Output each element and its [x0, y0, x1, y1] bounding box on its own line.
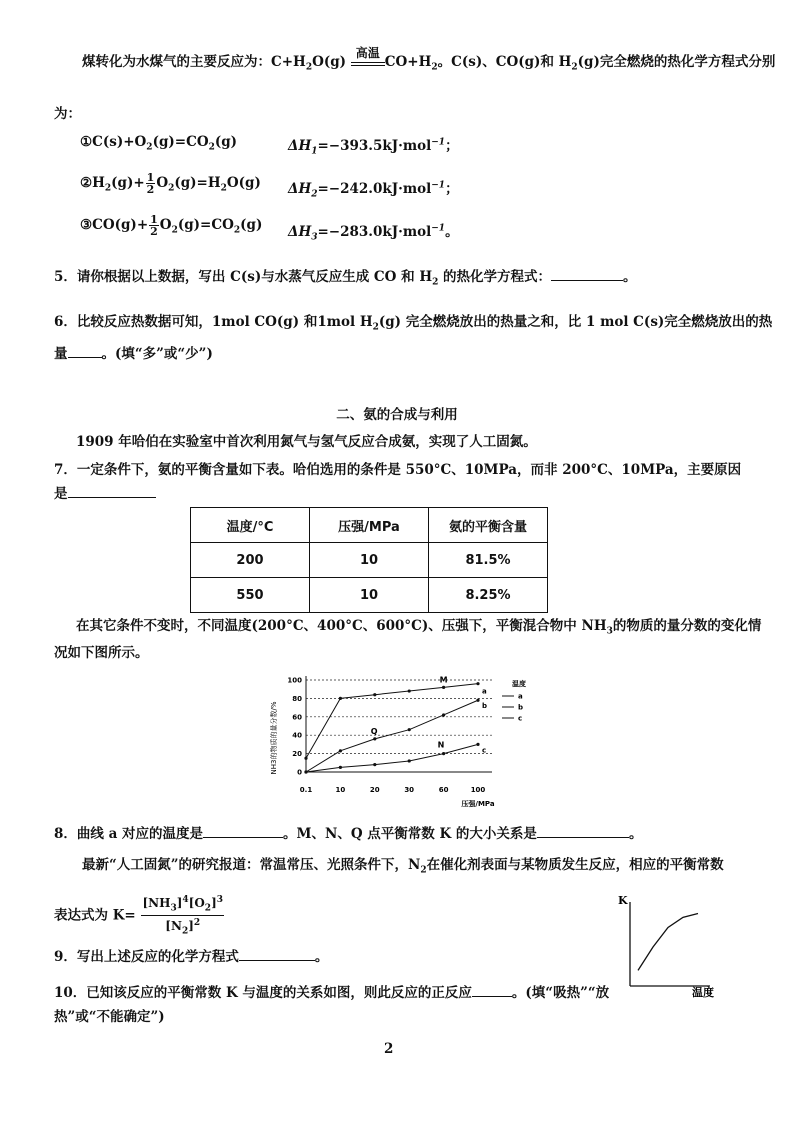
- equation-2: $②H_2(g)+$ $\frac{1}{2}$ $O_2(g)=H_2O(g)$: [80, 171, 261, 196]
- question-7-line-1: 7．一定条件下，氨的平衡含量如下表。哈伯选用的条件是 550°C、10MPa，而非 200°C、10MPa，主要原因: [54, 462, 742, 478]
- k-curve: [638, 913, 698, 970]
- table-cell: 550: [191, 578, 310, 613]
- news-line-1: 最新“人工固氮”的研究报道：常温常压、光照条件下，$N_2$在催化剂表面与某物质发生反应，相应的平衡常数: [82, 857, 724, 876]
- chart-intro-line-2: 况如下图所示。: [54, 645, 149, 661]
- question-9: 9．写出上述反应的化学方程式 。: [54, 949, 329, 965]
- point-annotation: N: [437, 740, 445, 750]
- series-end-label: c: [482, 746, 487, 755]
- series-end-label: a: [482, 687, 487, 696]
- delta-h-3: $\Delta H_3=-283.0kJ\cdot mol^{-1}$。: [288, 223, 459, 243]
- x-axis-label: 压强/MPa: [461, 800, 495, 808]
- answer-blank-7[interactable]: [68, 484, 156, 498]
- data-point-b: [408, 728, 411, 731]
- data-point-b: [373, 737, 376, 740]
- table-header-cell: 氨的平衡含量: [429, 508, 548, 543]
- series-end-label: b: [482, 702, 488, 711]
- x-tick-label: 60: [438, 786, 449, 794]
- data-point-c: [373, 763, 376, 766]
- series-line-c: [306, 744, 478, 772]
- table-header-cell: 温度/°C: [191, 508, 310, 543]
- data-point-c: [304, 770, 307, 773]
- answer-blank-10[interactable]: [472, 983, 512, 997]
- nh3-fraction-chart: [266, 668, 536, 810]
- x-tick-label: 20: [369, 786, 380, 794]
- section-intro: 1909 年哈伯在实验室中首次利用氮气与氢气反应合成氨，实现了人工固氮。: [76, 434, 537, 450]
- table-row: [191, 578, 548, 613]
- series-line-a: [306, 684, 478, 759]
- data-point-a: [476, 682, 479, 685]
- table-row: [191, 543, 548, 578]
- legend-entry: b: [518, 703, 524, 712]
- data-point-c: [408, 759, 411, 762]
- answer-blank-9[interactable]: [239, 947, 315, 961]
- data-point-b: [339, 749, 342, 752]
- point-annotation: Q: [370, 726, 378, 736]
- legend-entry: a: [518, 692, 523, 701]
- y-tick-label: 100: [287, 676, 302, 685]
- temperature-axis-label: 温度: [692, 986, 714, 999]
- x-tick-label: 10: [335, 786, 346, 794]
- answer-blank-6[interactable]: [68, 344, 102, 358]
- page-number: 2: [384, 1041, 394, 1057]
- legend-entry: c: [518, 714, 523, 723]
- reaction-condition-arrow: 高温: [351, 56, 385, 66]
- data-point-b: [476, 699, 479, 702]
- question-6-line-1: 6．比较反应热数据可知，1mol CO(g) 和1mol $H_2(g)$ 完全燃烧放出的热量之和，比 1 mol C(s)完全燃烧放出的热: [54, 314, 773, 333]
- answer-blank-5[interactable]: [551, 267, 623, 281]
- data-point-a: [373, 693, 376, 696]
- question-7-line-2: 是: [54, 482, 156, 502]
- data-point-c: [442, 752, 445, 755]
- equation-3: ③CO(g)+ $\frac{1}{2}$ $O_2(g)=CO_2(g)$: [80, 213, 263, 238]
- data-point-a: [408, 689, 411, 692]
- delta-h-1: $\Delta H_1=-393.5kJ\cdot mol^{-1}$；: [288, 137, 459, 157]
- y-tick-label: 80: [292, 694, 302, 703]
- table-cell: 8.25%: [429, 578, 548, 613]
- y-tick-label: 60: [292, 713, 302, 722]
- data-point-c: [476, 743, 479, 746]
- table-cell: 10: [310, 543, 429, 578]
- data-point-a: [339, 697, 342, 700]
- question-8: 8．曲线 a 对应的温度是 。M、N、Q 点平衡常数 K 的大小关系是 。: [54, 826, 643, 842]
- intro-line-1: 煤转化为水煤气的主要反应为：$C+H_2O(g)$ 高温 $CO+H_2$。C(s)、CO(g)和 $H_2(g)$完全燃烧的热化学方程式分别: [82, 46, 776, 73]
- question-5: 5．请你根据以上数据，写出 C(s)与水蒸气反应生成 CO 和 $H_2$ 的热化学方程式： 。: [54, 269, 637, 288]
- answer-blank-8b[interactable]: [537, 824, 629, 838]
- table-cell: 200: [191, 543, 310, 578]
- data-point-a: [304, 757, 307, 760]
- equation-1: $①C(s)+O_2(g)=CO_2(g)$: [80, 134, 238, 153]
- y-tick-label: 40: [292, 731, 302, 740]
- x-tick-label: 100: [470, 786, 486, 794]
- series-line-b: [306, 700, 478, 772]
- ammonia-equilibrium-table: [190, 507, 548, 613]
- question-6-line-2: 量 。(填“多”或“少”): [54, 346, 213, 362]
- table-cell: 10: [310, 578, 429, 613]
- equilibrium-expression: 表达式为 K= $\frac{[NH_3]^4[O_2]^3}{[N_2]^2}$: [54, 895, 224, 937]
- y-tick-label: 0: [297, 768, 302, 777]
- y-tick-label: 20: [292, 750, 302, 759]
- chart-intro-line-1: 在其它条件不变时，不同温度(200°C、400°C、600°C)、压强下，平衡混合物中 $NH_3$的物质的量分数的变化情: [76, 618, 762, 637]
- delta-h-2: $\Delta H_2=-242.0kJ\cdot mol^{-1}$；: [288, 180, 459, 200]
- k-axis-label: K: [618, 894, 628, 907]
- table-cell: 81.5%: [429, 543, 548, 578]
- table-header-row: [191, 508, 548, 543]
- table-header-cell: 压强/MPa: [310, 508, 429, 543]
- section-title: 二、氨的合成与利用: [336, 407, 458, 423]
- answer-blank-8a[interactable]: [203, 824, 283, 838]
- question-10-line-2: 热”或“不能确定”): [54, 1009, 165, 1025]
- legend-title: 温度: [512, 680, 526, 688]
- y-axis-label: NH3的物质的量分数/%: [270, 701, 278, 775]
- data-point-b: [442, 713, 445, 716]
- question-10-line-1: 10．已知该反应的平衡常数 K 与温度的关系如图，则此反应的正反应 。(填“吸热”“放: [54, 985, 610, 1001]
- point-annotation: M: [439, 675, 448, 685]
- x-tick-label: 30: [404, 786, 415, 794]
- data-point-c: [339, 766, 342, 769]
- k-temperature-chart: [612, 892, 724, 1000]
- data-point-a: [442, 686, 445, 689]
- intro-line-2: 为：: [54, 106, 81, 122]
- x-tick-label: 0.1: [299, 786, 313, 794]
